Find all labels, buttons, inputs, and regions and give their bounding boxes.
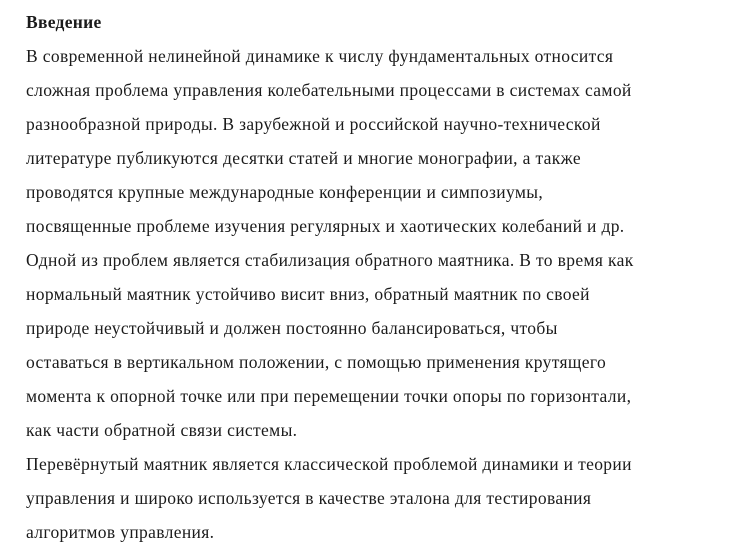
paragraph-line: В современной нелинейной динамике к числу фундаментальных относится — [26, 46, 614, 66]
pendulum-paragraph — [26, 447, 713, 549]
paragraph-line: алгоритмов управления. — [26, 522, 215, 542]
intro-paragraph — [26, 39, 713, 447]
paragraph-line: нормальный маятник устойчиво висит вниз, обратный маятник по своей — [26, 284, 590, 304]
paragraph-line: как части обратной связи системы. — [26, 420, 298, 440]
paragraph-line: момента к опорной точке или при перемещении точки опоры по горизонтали, — [26, 386, 632, 406]
paragraph-line: литературе публикуются десятки статей и многие монографии, а также — [26, 148, 581, 168]
paragraph-line: сложная проблема управления колебательными процессами в системах самой — [26, 80, 632, 100]
section-heading: Введение — [26, 12, 102, 32]
paragraph-line: природе неустойчивый и должен постоянно балансироваться, чтобы — [26, 318, 558, 338]
paragraph-line: посвященные проблеме изучения регулярных и хаотических колебаний и др. — [26, 216, 625, 236]
paragraph-line: проводятся крупные международные конференции и симпозиумы, — [26, 182, 544, 202]
paragraph-line: оставаться в вертикальном положении, с помощью применения крутящего — [26, 352, 607, 372]
paragraph-line: разнообразной природы. В зарубежной и российской научно-технической — [26, 114, 601, 134]
paragraph-line: Перевёрнутый маятник является классической проблемой динамики и теории — [26, 454, 632, 474]
paragraph-line: управления и широко используется в качестве эталона для тестирования — [26, 488, 592, 508]
paragraph-line: Одной из проблем является стабилизация обратного маятника. В то время как — [26, 250, 634, 270]
